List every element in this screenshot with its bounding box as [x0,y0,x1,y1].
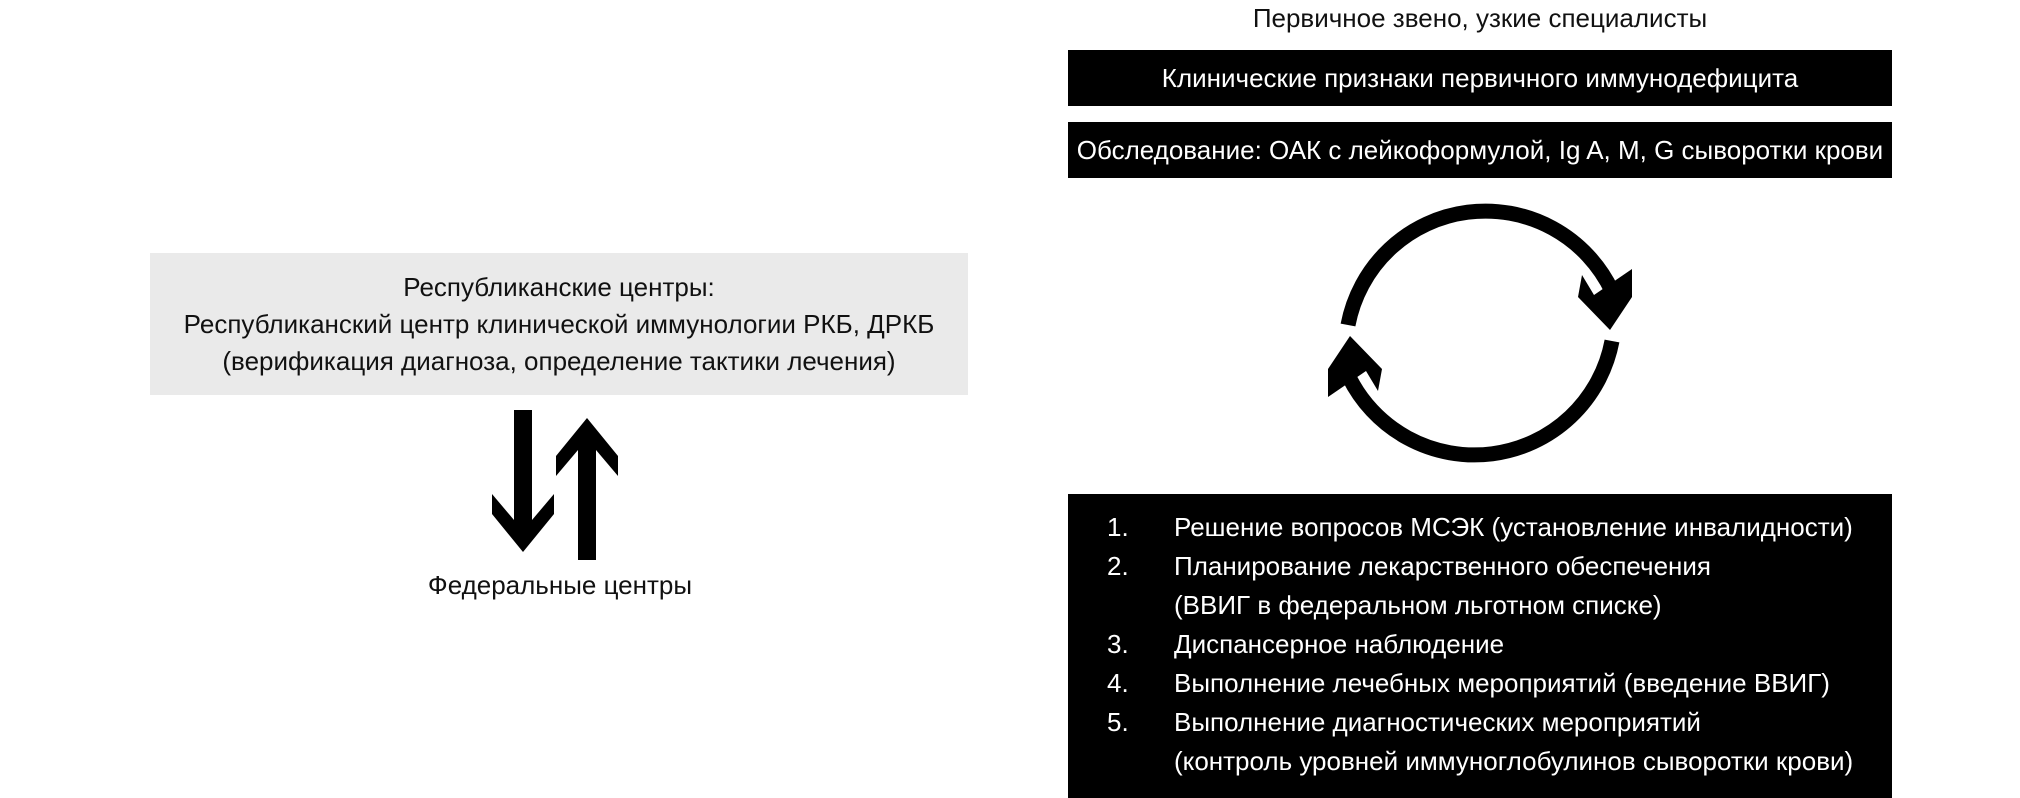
up-arrow-icon [556,418,618,560]
task-number: 1. [1107,512,1129,542]
republic-center-role: (верификация диагноза, определение тактики лечения) [222,345,896,376]
republic-centers-title: Республиканские центры: [403,271,715,302]
task-item-1 [1068,508,1892,547]
examination-bar: Обследование: ОАК с лейкоформулой, Ig A, M, G сыворотки крови [1068,122,1892,178]
task-item-5 [1068,703,1892,742]
primary-care-label: Первичное звено, узкие специалисты [1252,3,1708,33]
tasks-list-box [1068,494,1892,798]
cycle-arc-bottom [1348,341,1612,455]
task-text: (контроль уровней иммуноглобулинов сыворотки крови) [1174,746,1854,776]
circular-arrows-icon [1300,185,1660,485]
federal-centers-label: Федеральные центры [427,570,693,600]
up-down-arrows-icon [490,410,630,560]
task-text: Планирование лекарственного обеспечения [1174,551,1711,581]
task-text: Решение вопросов МСЭК (установление инвалидности) [1174,512,1853,542]
task-number: 5. [1107,707,1129,737]
republic-center-name: Республиканский центр клинической иммунологии РКБ, ДРКБ [183,308,935,339]
task-number: 2. [1107,551,1129,581]
task-number: 3. [1107,629,1129,659]
task-number: 4. [1107,668,1129,698]
task-item-5-continued [1068,742,1892,781]
down-arrow-icon [492,410,554,552]
clinical-signs-bar: Клинические признаки первичного иммунодефицита [1068,50,1892,106]
task-item-4 [1068,664,1892,703]
task-text: Диспансерное наблюдение [1174,629,1505,659]
task-item-3 [1068,625,1892,664]
task-text: Выполнение диагностических мероприятий [1174,707,1701,737]
cycle-arc-top [1348,211,1612,325]
task-text: (ВВИГ в федеральном льготном списке) [1174,590,1662,620]
task-item-2-continued [1068,586,1892,625]
republic-centers-box [150,253,968,395]
task-item-2 [1068,547,1892,586]
task-text: Выполнение лечебных мероприятий (введение ВВИГ) [1174,668,1830,698]
